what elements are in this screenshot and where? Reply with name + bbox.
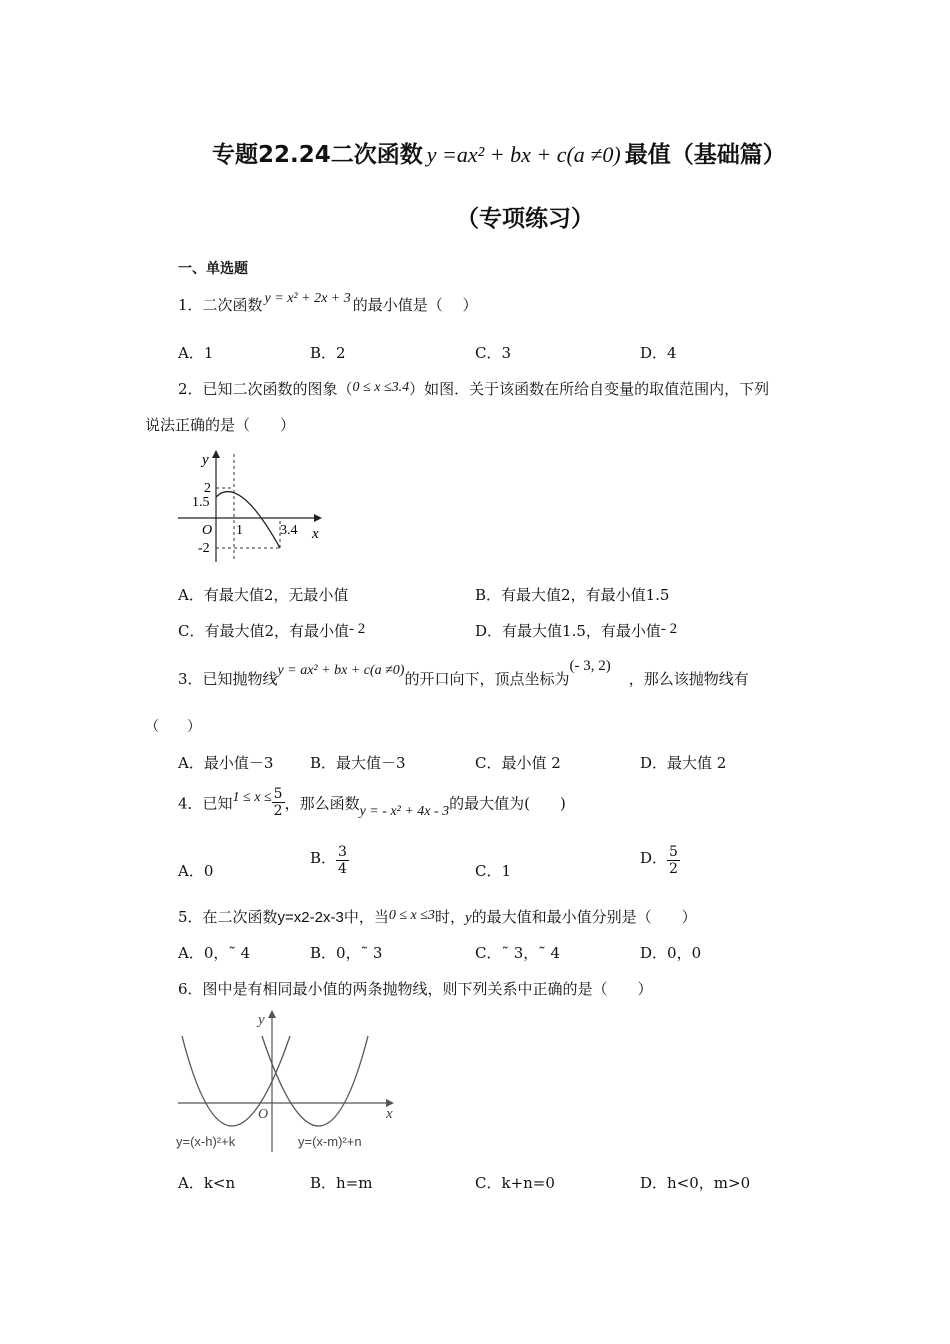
q6-y-label: y bbox=[258, 1012, 265, 1028]
q5-option-a[interactable]: A．0，˜ 4 bbox=[178, 944, 251, 962]
q2-option-c-value: - 2 bbox=[349, 621, 366, 637]
q2-label-3-4: 3.4 bbox=[280, 523, 298, 538]
q2-option-d[interactable] bbox=[475, 620, 677, 641]
q4-option-d-num: 5 bbox=[669, 844, 678, 860]
q4-option-d-fraction bbox=[667, 844, 680, 877]
q4-cond-den: 2 bbox=[273, 803, 283, 819]
question-6-stem: 6．图中是有相同最小值的两条抛物线，则下列关系中正确的是（ ） bbox=[178, 980, 653, 998]
q5-stem-a: 5．在二次函数 bbox=[178, 908, 278, 926]
q2-option-a[interactable]: A．有最大值2，无最小值 bbox=[178, 586, 349, 604]
q2-label-2: 2 bbox=[204, 481, 211, 496]
title-line2: （专项练习） bbox=[456, 206, 594, 232]
q6-x-label: x bbox=[386, 1106, 393, 1122]
q4-stem-a: 4．已知 bbox=[178, 794, 233, 813]
q6-parabola-left bbox=[182, 1036, 290, 1126]
q3-vertex: (- 3, 2) bbox=[569, 658, 611, 674]
q4-option-a[interactable]: A．0 bbox=[178, 862, 214, 880]
q2-x-label: x bbox=[312, 526, 319, 542]
q2-option-d-value: - 2 bbox=[660, 621, 678, 637]
title-prefix: 专题22.24二次函数 bbox=[212, 142, 423, 168]
q3-option-a[interactable]: A．最小值－3 bbox=[178, 754, 274, 772]
q6-graph bbox=[172, 1006, 402, 1156]
q1-formula: y = x² + 2x + 3 bbox=[264, 291, 351, 306]
q5-option-b[interactable]: B．0，˜ 3 bbox=[310, 944, 383, 962]
q1-option-d[interactable]: D．4 bbox=[640, 344, 677, 362]
title-formula: y =ax² + bx + c(a ≠0) bbox=[426, 142, 621, 167]
q2-label-neg2: -2 bbox=[198, 541, 210, 556]
q4-stem-b: ，那么函数 bbox=[284, 794, 360, 813]
q2-stem-b: ）如图．关于该函数在所给自变量的取值范围内，下列 bbox=[409, 380, 770, 398]
q2-y-label: y bbox=[202, 452, 209, 468]
q1-option-a[interactable]: A．1 bbox=[178, 344, 214, 362]
q4-formula: y = - x² + 4x - 3 bbox=[359, 803, 450, 819]
q3-option-c[interactable]: C．最小值 2 bbox=[475, 754, 561, 772]
q4-option-d[interactable] bbox=[640, 844, 680, 877]
q3-stem-b: 的开口向下，顶点坐标为 bbox=[404, 670, 570, 688]
q4-stem-c: 的最大值为( ) bbox=[449, 794, 566, 813]
q4-option-b-num: 3 bbox=[338, 844, 347, 860]
q6-label-right: y=(x-m)²+n bbox=[298, 1134, 362, 1149]
q6-label-left: y=(x-h)²+k bbox=[176, 1134, 236, 1149]
q1-stem-a: 1．二次函数 bbox=[178, 296, 263, 314]
q4-option-b-label: B． bbox=[310, 848, 337, 867]
q3-stem-a: 3．已知抛物线 bbox=[178, 670, 278, 688]
q4-option-d-den: 2 bbox=[669, 861, 678, 877]
q5-stem-b: 中，当 bbox=[343, 908, 389, 926]
q2-parabola bbox=[216, 492, 280, 548]
q1-option-c[interactable]: C．3 bbox=[475, 344, 512, 362]
q3-option-b[interactable]: B．最大值－3 bbox=[310, 754, 406, 772]
q1-stem-b: 的最小值是（ ） bbox=[352, 296, 478, 314]
q2-label-1-5: 1.5 bbox=[192, 495, 210, 510]
q6-option-c[interactable]: C．k+n=0 bbox=[475, 1174, 555, 1192]
q5-stem-d: 的最大值和最小值分别是（ ） bbox=[471, 908, 697, 926]
q3-formula: y = ax² + bx + c(a ≠0) bbox=[277, 663, 405, 678]
question-4-stem bbox=[178, 788, 566, 821]
q2-stem-c: 说法正确的是（ ） bbox=[145, 416, 296, 434]
q2-origin: O bbox=[202, 523, 213, 538]
question-5-stem bbox=[178, 906, 697, 927]
q1-option-b[interactable]: B．2 bbox=[310, 344, 346, 362]
q2-stem-a: 2．已知二次函数的图象（ bbox=[178, 380, 353, 398]
section-heading: 一、单选题 bbox=[178, 261, 248, 277]
q4-option-b-fraction bbox=[336, 844, 349, 877]
q4-cond-num: 5 bbox=[273, 786, 283, 802]
q2-option-b[interactable]: B．有最大值2，有最小值1.5 bbox=[475, 586, 670, 604]
q6-origin: O bbox=[258, 1107, 269, 1122]
q2-graph bbox=[172, 448, 332, 564]
q5-option-d[interactable]: D．0，0 bbox=[640, 944, 702, 962]
question-1-stem bbox=[178, 291, 478, 315]
q2-x-arrow bbox=[314, 514, 322, 522]
q4-cond-fraction bbox=[272, 786, 285, 819]
q4-option-b-den: 4 bbox=[338, 861, 347, 877]
question-2-stem bbox=[178, 378, 769, 399]
q5-option-c[interactable]: C．˜ 3，˜ 4 bbox=[475, 944, 561, 962]
q2-formula: 0 ≤ x ≤3.4 bbox=[352, 380, 410, 395]
q3-option-d[interactable]: D．最大值 2 bbox=[640, 754, 727, 772]
q4-option-c[interactable]: C．1 bbox=[475, 862, 512, 880]
q4-cond-left: 1 ≤ x ≤ bbox=[232, 789, 272, 805]
q6-parabola-right bbox=[262, 1036, 368, 1126]
q4-option-d-label: D． bbox=[640, 848, 668, 867]
q3-stem-c: ，那么该抛物线有 bbox=[628, 670, 749, 688]
q5-var: y bbox=[464, 910, 472, 926]
q6-y-arrow bbox=[268, 1010, 276, 1018]
q2-option-d-text: D．有最大值1.5，有最小值 bbox=[475, 622, 661, 640]
q2-y-arrow bbox=[212, 450, 220, 458]
q2-option-c-text: C．有最大值2，有最小值 bbox=[178, 622, 350, 640]
q2-option-c[interactable] bbox=[178, 620, 365, 641]
q5-formula: y=x2-2x-3 bbox=[277, 909, 344, 926]
q6-option-b[interactable]: B．h=m bbox=[310, 1174, 373, 1192]
q6-option-d[interactable]: D．h<0，m>0 bbox=[640, 1174, 751, 1192]
q3-stem-d: （ ） bbox=[145, 719, 201, 735]
q2-label-1: 1 bbox=[236, 523, 243, 538]
q5-cond: 0 ≤ x ≤3 bbox=[388, 908, 435, 923]
q6-option-a[interactable]: A．k<n bbox=[178, 1174, 236, 1192]
title-line1 bbox=[212, 136, 786, 169]
q5-stem-c: 时， bbox=[434, 908, 465, 926]
title-suffix: 最值（基础篇） bbox=[624, 142, 786, 168]
question-3-stem bbox=[178, 658, 749, 689]
q4-option-b[interactable] bbox=[310, 844, 349, 877]
